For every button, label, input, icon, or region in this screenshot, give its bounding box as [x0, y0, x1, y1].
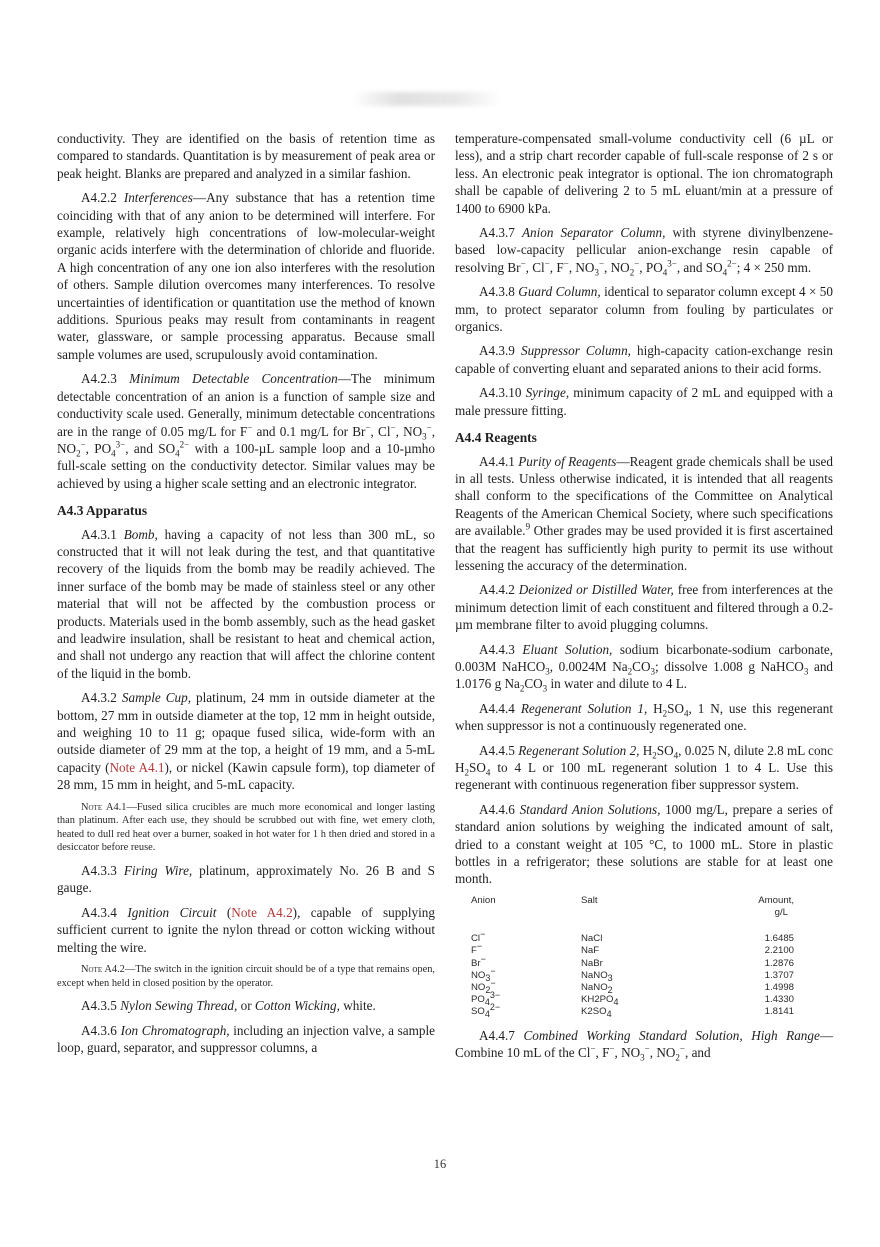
superscript: −: [634, 258, 640, 269]
paragraph-a4-3-8: [455, 283, 833, 335]
table-row: [471, 958, 816, 970]
section-title: Anion Separator Column,: [521, 225, 666, 241]
salt-formula: NaF: [581, 945, 600, 957]
salt-formula: NaNO: [581, 982, 608, 994]
anion-charge: −: [480, 953, 486, 964]
text: CO: [524, 676, 543, 692]
anion-charge: −: [490, 965, 496, 976]
text: with styrene divinylbenzene-based low-capacity pellicular anion-exchange resin capable of resolving Br: [455, 225, 834, 275]
section-title: Purity of Reagents: [518, 453, 617, 469]
note-label: Note A4.1: [81, 801, 127, 813]
subscript: 3: [422, 431, 427, 442]
section-body: 1000 mg/L, prepare a series of standard anion solutions by weighing the indicated amount of salt, dried to a constant weight at 105 °C, to 1000 mL. Store in plastic bottles in a refrigerator; these solutions are stable for at least one month.: [455, 801, 834, 887]
anion-cell: [471, 965, 581, 983]
section-title: Minimum Detectable Concentration: [129, 371, 338, 387]
paragraph-a4-3-5: [57, 997, 435, 1014]
text: , NO: [57, 423, 435, 456]
superscript: −: [563, 258, 569, 269]
section-number: A4.4.1: [479, 453, 515, 469]
text: and 1.0176 g Na: [455, 658, 834, 692]
text: —Reagent grade chemicals shall be used in all tests. Unless otherwise indicated, it is intended that all reagents shall conform to the specifications of the Committee on Analytical Reagents of the American Chemical Society, where such specifications are available.: [455, 453, 834, 539]
subscript: 3: [594, 267, 599, 278]
paragraph-a4-4-1: [455, 453, 833, 575]
note-link[interactable]: Note A4.2: [231, 904, 293, 920]
note-label: Note A4.2: [81, 964, 125, 976]
text: ; dissolve 1.008 g NaHCO: [654, 658, 804, 674]
section-number: A4.3.1: [81, 526, 117, 542]
anion-charge: −: [476, 941, 483, 952]
section-number: A4.4.7: [479, 1027, 515, 1043]
anion-cell: [471, 941, 581, 957]
text: (: [216, 904, 232, 920]
note-link[interactable]: Note A4.1: [109, 759, 165, 775]
paragraph-a4-4-5: [455, 742, 833, 794]
subscript: 2: [662, 708, 668, 719]
text: , and SO: [676, 259, 723, 275]
subscript: 2: [76, 448, 81, 459]
header-amount-line1: Amount,: [758, 894, 794, 906]
text: and 0.1 mg/L for Br: [252, 423, 366, 439]
section-number: A4.2.3: [81, 371, 117, 387]
salt-subscript: 2: [607, 984, 613, 995]
salt-cell: [581, 933, 711, 945]
superscript: 3−: [115, 439, 126, 450]
section-body: free from interferences at the minimum detection limit of each constituent and filtered through a 0.2-µm membrane filter to avoid plugging columns.: [455, 582, 833, 633]
paragraph-a4-3-10: [455, 384, 833, 419]
table-row: [471, 970, 816, 982]
paragraph-a4-3-4: [57, 904, 435, 956]
amount-cell: 1.3707: [764, 969, 794, 981]
superscript: −: [609, 1043, 615, 1054]
salt-cell: [581, 970, 711, 982]
subscript: 3: [545, 666, 550, 677]
amount-cell: 1.4998: [764, 982, 794, 994]
amount-cell: 1.6485: [764, 933, 794, 945]
text: CO: [632, 658, 651, 674]
section-number: A4.3.4: [81, 904, 117, 920]
superscript: 2−: [179, 439, 190, 450]
note-body: —The switch in the ignition circuit should be of a type that remains open, except when held in closed position by the operator.: [57, 964, 435, 989]
paragraph-a4-4-2: [455, 581, 833, 633]
section-title: Interferences: [123, 190, 193, 206]
text: H: [639, 742, 653, 758]
anion-subscript: 2: [485, 984, 491, 995]
text: in water and dilute to 4 L.: [547, 676, 688, 692]
anion-charge: −: [480, 929, 486, 940]
salt-formula: KH2PO: [581, 994, 614, 1006]
section-number: A4.3.3: [81, 863, 117, 878]
text: SO: [667, 700, 685, 716]
section-body: high-capacity cation-exchange resin capable of converting eluant and separated anions to their acid forms.: [455, 343, 833, 376]
anion-subscript: 4: [484, 1009, 490, 1020]
section-body: white.: [339, 998, 376, 1014]
superscript: −: [544, 258, 550, 269]
section-number: A4.3.7: [479, 225, 515, 241]
paragraph-a4-3-3: [57, 862, 435, 897]
salt-subscript: 3: [607, 972, 613, 983]
text: with a 100-µL sample loop and a 10-µmho full-scale setting on the conductivity detector. Similar values may be achieved by using a higher scale setting and an electronic integrator.: [57, 440, 435, 491]
anion-cell: [471, 1002, 581, 1020]
text: , 0.025 N, dilute 2.8 mL conc H: [455, 742, 833, 775]
salt-cell: [581, 1006, 711, 1018]
anion-charge: 3−: [489, 990, 501, 1001]
salt-cell: [581, 945, 711, 957]
text: ; 4 × 250 mm.: [736, 259, 812, 275]
paragraph-a4-3-7: [455, 224, 833, 276]
anion-formula: NO: [471, 982, 486, 994]
superscript: −: [390, 422, 396, 433]
superscript: −: [247, 422, 253, 433]
text: sodium bicarbonate-sodium carbonate, 0.003M NaHCO: [455, 641, 834, 674]
anion-charge: 2−: [489, 1002, 501, 1013]
salt-formula: NaBr: [581, 957, 603, 969]
section-body: including an injection valve, a sample loop, guard, separator, and suppressor columns, a: [57, 1022, 436, 1056]
paragraph-a4-4-3: [455, 641, 833, 693]
salt-cell: [581, 958, 711, 970]
salt-subscript: 4: [606, 1009, 612, 1020]
anion-formula: Br: [471, 957, 481, 969]
paragraph-a4-4-7: [455, 1027, 833, 1062]
text: or: [237, 998, 255, 1014]
subscript: 4: [111, 448, 116, 459]
text: ), or nickel (Kawin capsule form), top diameter of 28 mm, 15 mm in height, and 5-mL capacity.: [57, 759, 435, 793]
subscript: 2: [675, 1052, 680, 1063]
anion-formula: Cl: [471, 933, 481, 945]
footnote-ref[interactable]: 9: [525, 521, 531, 532]
superscript: −: [426, 422, 432, 433]
paragraph-a4-2-3: [57, 370, 435, 492]
anion-formula: NO: [471, 969, 486, 981]
superscript: −: [679, 1043, 685, 1054]
section-heading-apparatus: A4.3 Apparatus: [57, 503, 148, 519]
paragraph-a4-4-6: [455, 801, 833, 888]
paragraph-a4-3-2: [57, 689, 435, 793]
text: —Combine 10 mL of the Cl: [455, 1027, 834, 1061]
section-body: having a capacity of not less than 300 mL, so constructed that it will not leak during the test, and that quantitative recovery of the liquids from the bomb may be readily achieved. The inner surface of the bomb may be made of stainless steel or any other material that will not be affected by the combustion process or products. Materials used in the bomb assembly, such as the head gasket and leadwire insulation, shall be resistant to heat and chemical action, and shall not undergo any reaction that will affect the chlorine content of the liquid in the bomb.: [57, 526, 435, 681]
subscript: 3: [803, 666, 809, 677]
table-header-row: [471, 895, 816, 933]
text: , Cl: [370, 423, 391, 439]
section-title: Regenerant Solution 2,: [518, 742, 640, 758]
amount-cell: 1.2876: [764, 957, 794, 969]
text: , 1 N, use this regenerant when suppressor is not a continuously regenerated one.: [455, 700, 833, 734]
text: , NO: [604, 259, 630, 275]
anion-cell: [471, 977, 581, 995]
table-row: [471, 982, 816, 994]
subscript: 4: [722, 267, 728, 278]
amount-cell: 1.4330: [764, 994, 794, 1006]
salt-formula: K2SO: [581, 1006, 607, 1018]
subscript: 4: [673, 750, 679, 761]
table-row: [471, 994, 816, 1006]
text: , Cl: [525, 259, 545, 275]
subscript: 2: [629, 267, 635, 278]
text: platinum, 24 mm in outside diameter at the bottom, 27 mm in outside diameter at the top, 12 mm in height outside, and weighing 10 to 11 g; opaque fused silica, wide-form with an outside diameter of 29 mm at the top, a height of 19 mm, and a 5-mL capacity (: [57, 690, 435, 775]
anion-subscript: 3: [485, 972, 491, 983]
amount-cell: 1.8141: [764, 1006, 794, 1018]
anion-formula: F: [471, 945, 477, 957]
superscript: −: [644, 1043, 650, 1054]
section-number: A4.4.6: [479, 801, 515, 817]
table-body: [471, 929, 816, 1020]
text: SO: [469, 760, 486, 775]
section-number: A4.3.10: [479, 385, 522, 401]
text: , NO: [395, 423, 423, 439]
section-title: Bomb,: [123, 526, 158, 542]
subscript: 2: [652, 750, 657, 761]
section-number: A4.4.3: [479, 641, 515, 657]
text: , and SO: [125, 440, 176, 456]
anion-cell: [471, 953, 581, 970]
section-title: Combined Working Standard Solution, High Range: [523, 1027, 820, 1043]
section-number: A4.3.6: [81, 1022, 117, 1038]
subscript: 3: [640, 1052, 645, 1063]
subscript: 2: [464, 767, 470, 778]
table-row: [471, 1006, 816, 1018]
anion-cell: [471, 990, 581, 1008]
page-number: 16: [433, 1157, 447, 1171]
left-column: [57, 130, 435, 1063]
section-number: A4.3.9: [479, 343, 515, 359]
superscript: 3−: [667, 258, 677, 269]
section-body: platinum, approximately No. 26 B and S gauge.: [57, 863, 436, 896]
note-a4-2: [57, 963, 435, 990]
salt-cell: [581, 994, 711, 1006]
superscript: 2−: [727, 258, 737, 269]
section-title: Ignition Circuit: [127, 904, 217, 920]
text: , 0.0024M Na: [549, 658, 628, 674]
text: , NO: [649, 1045, 676, 1061]
right-column: [455, 130, 833, 1068]
salt-subscript: 4: [613, 997, 619, 1008]
salt-formula: NaNO: [581, 969, 608, 981]
amount-cell: 2.2100: [764, 945, 794, 957]
section-number: A4.2.2: [81, 190, 117, 206]
anion-formula: SO: [471, 1006, 485, 1018]
subscript: 4: [662, 267, 668, 278]
text: , NO: [568, 259, 595, 275]
anion-formula: PO: [471, 994, 485, 1006]
paragraph: temperature-compensated small-volume conductivity cell (6 µL or less), and a strip chart recorder capable of full-scale response of 2 s or less. An electronic peak integrator is optional. The ion chromatograph shall be capable of delivering 2 to 5 mL eluant/min at a pressure of 1400 to 6900 kPa.: [455, 131, 833, 216]
subscript: 4: [485, 767, 491, 778]
text: , NO: [614, 1045, 641, 1061]
standard-anion-table: [471, 895, 816, 1019]
section-body: minimum capacity of 2 mL and equipped with a male pressure fitting.: [455, 385, 833, 418]
text: , F: [595, 1045, 610, 1061]
paragraph: conductivity. They are identified on the basis of retention time as compared to standards. Quantitation is by measurement of peak area or peak height. Blanks are prepared and analyzed in a similar fashion.: [57, 131, 435, 181]
table-row: [471, 945, 816, 957]
section-number: A4.3.5: [81, 998, 117, 1014]
subscript: 4: [175, 448, 180, 459]
subscript: 3: [542, 684, 548, 695]
anion-cell: [471, 929, 581, 945]
anion-subscript: 4: [484, 997, 490, 1008]
superscript: −: [590, 1043, 596, 1054]
section-body: identical to separator column except 4 × 50 mm, to protect separator column from fouling by particulates or organics.: [455, 284, 833, 335]
subscript: 4: [684, 708, 689, 719]
section-title: Suppressor Column,: [520, 343, 631, 359]
text: Other grades may be used provided it is first ascertained that the reagent has sufficiently high purity to permit its use without lessening the accuracy of the determination.: [455, 523, 833, 573]
subscript: 3: [650, 666, 655, 677]
text: to 4 L or 100 mL regenerant solution 1 to 4 L. Use this regenerant with continuous regeneration fiber suppressor system.: [455, 760, 833, 793]
section-title: Standard Anion Solutions,: [519, 801, 661, 817]
header-anion: Anion: [471, 894, 496, 906]
section-title: Ion Chromatograph,: [120, 1022, 230, 1038]
text: , F: [549, 259, 564, 275]
section-heading-reagents: A4.4 Reagents: [455, 430, 537, 446]
superscript: −: [598, 258, 605, 269]
text: , PO: [85, 440, 112, 456]
note-a4-1: [57, 801, 435, 855]
section-number: A4.4.4: [479, 700, 515, 716]
section-number: A4.3.2: [81, 690, 117, 706]
anion-charge: −: [490, 977, 496, 988]
section-body: —Any substance that has a retention time coinciding with that of any anion to be determined will interfere. For example, relatively high concentrations of low-molecular-weight organic acids interfere with the determination of chloride and fluoride. A high concentration of any one ion also interferes with the resolution of others. Sample dilution overcomes many interferences. To resolve uncertainties of identification or quantitation use the method of known additions. Spurious peaks may result from contaminants in reagent water, glassware, or sample processing apparatus. Because small sample volumes are used, scrupulously avoid contamination.: [57, 190, 436, 362]
section-number: A4.4.2: [479, 582, 515, 598]
paragraph-a4-3-6: [57, 1022, 435, 1057]
table-row: [471, 933, 816, 945]
section-title: Regenerant Solution 1,: [520, 700, 648, 716]
subscript: 2: [627, 666, 633, 677]
text: , PO: [639, 259, 663, 275]
salt-formula: NaCl: [581, 933, 603, 945]
paragraph-a4-2-2: [57, 189, 435, 363]
paragraph-a4-3-9: [455, 342, 833, 377]
header-amount: [711, 895, 816, 933]
section-title: Eluant Solution,: [522, 641, 613, 657]
scan-smudge: [352, 92, 502, 106]
section-title: Firing Wire,: [123, 863, 193, 878]
text: —The minimum detectable concentration of an anion is a function of sample size and conductivity scale used. Generally, minimum detectable concentrations are in the range of 0.05 mg/L for F: [57, 371, 435, 439]
note-body: —Fused silica crucibles are much more economical and longer lasting than platinum. After each use, they should be scrubbed out with fine, wet emery cloth, heated to dull red heat over a burner, soaked in hot water for 1 h then dried and stored in a desiccator before reuse.: [57, 801, 435, 854]
text: H: [647, 700, 663, 716]
header-amount-line2: g/L: [774, 907, 788, 919]
section-title: Cotton Wicking,: [254, 998, 340, 1014]
section-title: Syringe,: [525, 385, 570, 401]
section-title: Nylon Sewing Thread,: [120, 998, 238, 1014]
superscript: −: [365, 422, 371, 433]
text: ), capable of supplying sufficient current to ignite the nylon thread or cotton wicking without melting the wire.: [57, 904, 435, 955]
section-title: Guard Column,: [518, 284, 601, 300]
text: , and: [684, 1045, 711, 1061]
superscript: −: [520, 258, 526, 269]
header-salt: Salt: [581, 894, 598, 906]
salt-cell: [581, 982, 711, 994]
superscript: −: [80, 439, 86, 450]
section-title: Sample Cup,: [121, 690, 192, 706]
section-number: A4.4.5: [479, 742, 515, 758]
text: SO: [656, 742, 674, 758]
section-title: Deionized or Distilled Water,: [518, 582, 674, 598]
subscript: 2: [519, 684, 525, 695]
paragraph-a4-3-1: [57, 526, 435, 683]
section-number: A4.3.8: [479, 284, 515, 300]
paragraph-a4-4-4: [455, 700, 833, 735]
